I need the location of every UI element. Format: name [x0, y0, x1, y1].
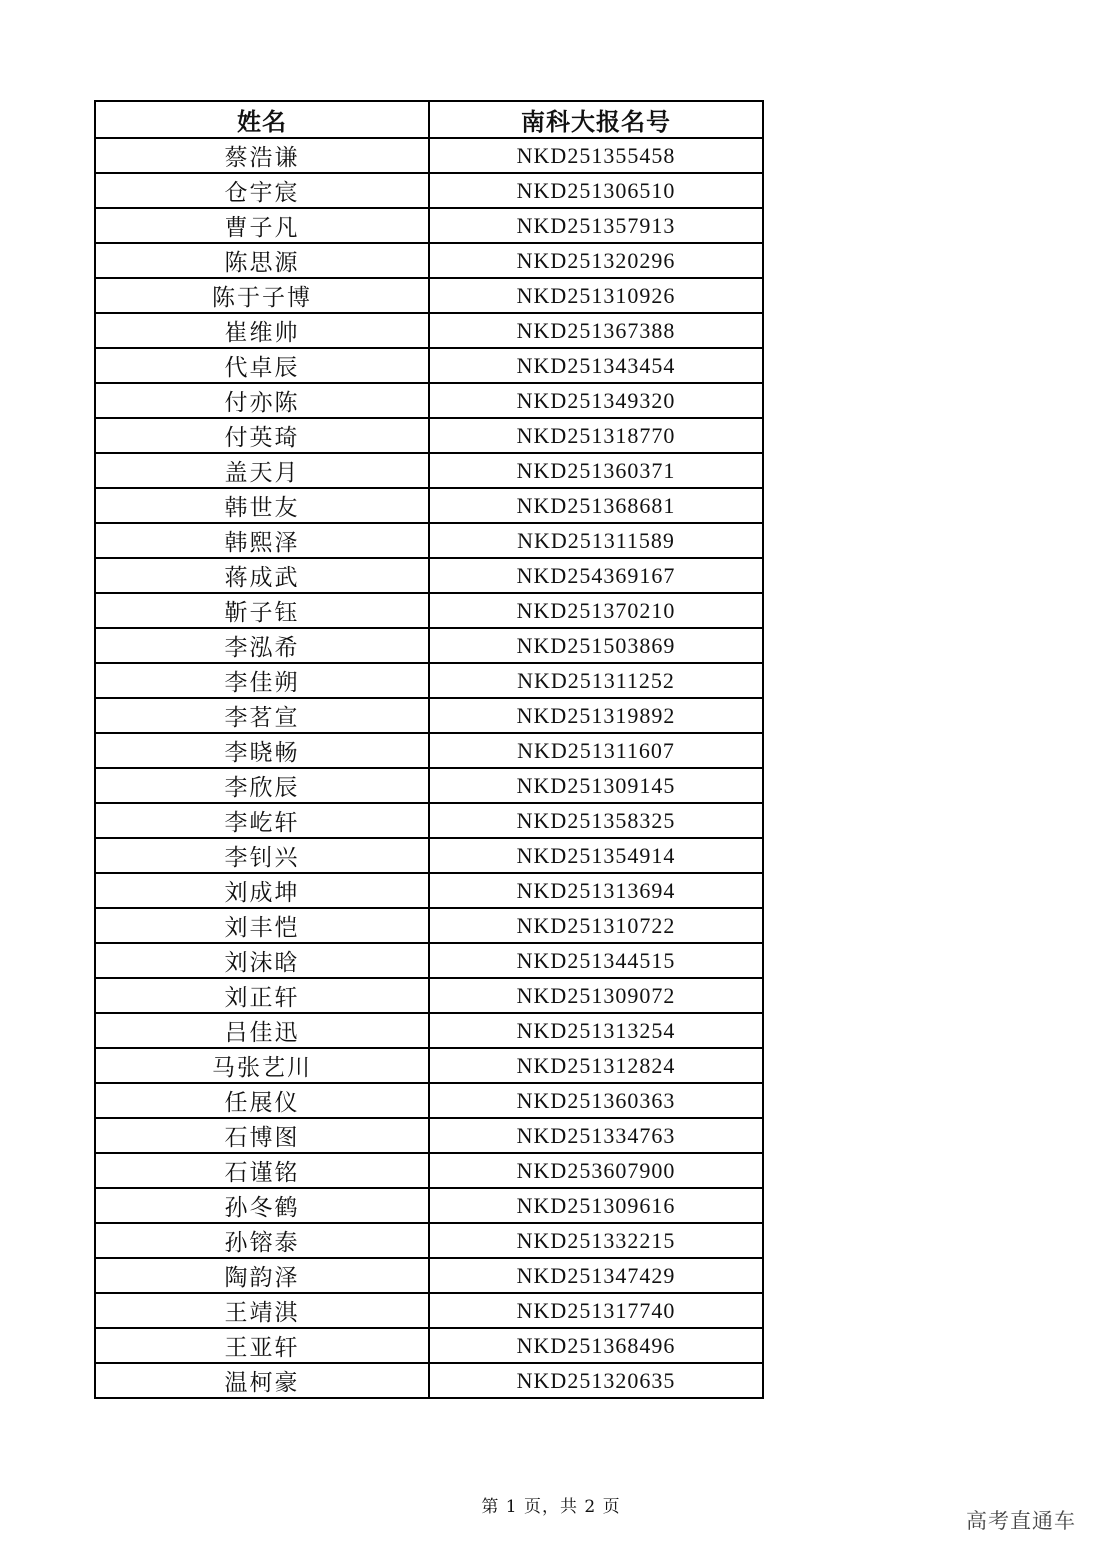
- registration-number-cell: NKD251344515: [429, 943, 763, 978]
- table-row: [95, 418, 763, 453]
- table-row: [95, 663, 763, 698]
- registration-number-cell: NKD251309616: [429, 1188, 763, 1223]
- table-row: [95, 243, 763, 278]
- registration-number-cell: NKD251355458: [429, 138, 763, 173]
- student-name-cell: 王亚轩: [95, 1328, 429, 1363]
- table-row: [95, 628, 763, 663]
- table-row: [95, 488, 763, 523]
- registration-number-cell: NKD251318770: [429, 418, 763, 453]
- registration-number-column-header: 南科大报名号: [429, 101, 763, 138]
- registration-number-cell: NKD251343454: [429, 348, 763, 383]
- student-name-cell: 刘丰恺: [95, 908, 429, 943]
- registration-number-cell: NKD251370210: [429, 593, 763, 628]
- table-row: [95, 278, 763, 313]
- registration-number-cell: NKD251368496: [429, 1328, 763, 1363]
- student-name-cell: 刘成坤: [95, 873, 429, 908]
- student-name-cell: 刘沫晗: [95, 943, 429, 978]
- registration-number-cell: NKD251317740: [429, 1293, 763, 1328]
- registration-number-cell: NKD251319892: [429, 698, 763, 733]
- student-name-cell: 石谨铭: [95, 1153, 429, 1188]
- registration-number-cell: NKD251347429: [429, 1258, 763, 1293]
- table-row: [95, 593, 763, 628]
- student-name-cell: 李泓希: [95, 628, 429, 663]
- registration-number-cell: NKD251334763: [429, 1118, 763, 1153]
- table-row: [95, 1188, 763, 1223]
- registration-number-cell: NKD254369167: [429, 558, 763, 593]
- student-name-cell: 付英琦: [95, 418, 429, 453]
- table-row: [95, 138, 763, 173]
- registration-number-cell: NKD251503869: [429, 628, 763, 663]
- roster-table: [94, 100, 764, 1399]
- name-column-header: 姓名: [95, 101, 429, 138]
- table-row: [95, 1048, 763, 1083]
- table-row: [95, 558, 763, 593]
- registration-number-cell: NKD251357913: [429, 208, 763, 243]
- student-name-cell: 李欣辰: [95, 768, 429, 803]
- registration-number-cell: NKD251306510: [429, 173, 763, 208]
- table-row: [95, 208, 763, 243]
- table-row: [95, 908, 763, 943]
- registration-number-cell: NKD251313694: [429, 873, 763, 908]
- table-row: [95, 1363, 763, 1398]
- table-row: [95, 733, 763, 768]
- registration-number-cell: NKD251313254: [429, 1013, 763, 1048]
- student-name-cell: 曹子凡: [95, 208, 429, 243]
- student-name-cell: 陈思源: [95, 243, 429, 278]
- student-name-cell: 李钊兴: [95, 838, 429, 873]
- table-row: [95, 838, 763, 873]
- table-row: [95, 873, 763, 908]
- table-row: [95, 1328, 763, 1363]
- registration-number-cell: NKD251310926: [429, 278, 763, 313]
- student-name-cell: 孙冬鹤: [95, 1188, 429, 1223]
- registration-number-cell: NKD251310722: [429, 908, 763, 943]
- table-row: [95, 1118, 763, 1153]
- student-name-cell: 仓宇宸: [95, 173, 429, 208]
- student-name-cell: 李佳朔: [95, 663, 429, 698]
- registration-number-cell: NKD251332215: [429, 1223, 763, 1258]
- student-name-cell: 王靖淇: [95, 1293, 429, 1328]
- student-name-cell: 盖天月: [95, 453, 429, 488]
- student-name-cell: 陶韵泽: [95, 1258, 429, 1293]
- table-row: [95, 1083, 763, 1118]
- student-name-cell: 孙镕泰: [95, 1223, 429, 1258]
- registration-number-cell: NKD251312824: [429, 1048, 763, 1083]
- registration-number-cell: NKD251367388: [429, 313, 763, 348]
- roster-table-body: [95, 138, 763, 1398]
- student-name-cell: 李屹轩: [95, 803, 429, 838]
- registration-number-cell: NKD251354914: [429, 838, 763, 873]
- table-row: [95, 383, 763, 418]
- student-name-cell: 陈于子博: [95, 278, 429, 313]
- table-row: [95, 1293, 763, 1328]
- registration-number-cell: NKD251368681: [429, 488, 763, 523]
- registration-number-cell: NKD251360363: [429, 1083, 763, 1118]
- table-row: [95, 1013, 763, 1048]
- student-name-cell: 刘正轩: [95, 978, 429, 1013]
- registration-number-cell: NKD251358325: [429, 803, 763, 838]
- student-name-cell: 石博图: [95, 1118, 429, 1153]
- student-name-cell: 李晓畅: [95, 733, 429, 768]
- table-row: [95, 1223, 763, 1258]
- table-row: [95, 453, 763, 488]
- table-row: [95, 313, 763, 348]
- table-row: [95, 978, 763, 1013]
- student-name-cell: 韩熙泽: [95, 523, 429, 558]
- registration-number-cell: NKD251349320: [429, 383, 763, 418]
- student-name-cell: 蔡浩谦: [95, 138, 429, 173]
- table-header-row: [95, 101, 763, 138]
- watermark-text: 高考直通车: [966, 1509, 1076, 1533]
- table-row: [95, 943, 763, 978]
- student-name-cell: 温柯豪: [95, 1363, 429, 1398]
- table-row: [95, 698, 763, 733]
- student-name-cell: 崔维帅: [95, 313, 429, 348]
- registration-number-cell: NKD253607900: [429, 1153, 763, 1188]
- page-number-indicator: 第 1 页，共 2 页: [481, 1497, 621, 1517]
- student-name-cell: 韩世友: [95, 488, 429, 523]
- registration-number-cell: NKD251320635: [429, 1363, 763, 1398]
- table-row: [95, 1258, 763, 1293]
- registration-number-cell: NKD251320296: [429, 243, 763, 278]
- table-row: [95, 1153, 763, 1188]
- registration-number-cell: NKD251309072: [429, 978, 763, 1013]
- table-row: [95, 523, 763, 558]
- student-name-cell: 吕佳迅: [95, 1013, 429, 1048]
- registration-number-cell: NKD251309145: [429, 768, 763, 803]
- student-name-cell: 靳子钰: [95, 593, 429, 628]
- table-row: [95, 768, 763, 803]
- registration-number-cell: NKD251360371: [429, 453, 763, 488]
- student-name-cell: 任展仪: [95, 1083, 429, 1118]
- student-name-cell: 付亦陈: [95, 383, 429, 418]
- student-name-cell: 李茗宣: [95, 698, 429, 733]
- student-name-cell: 马张艺川: [95, 1048, 429, 1083]
- student-name-cell: 代卓辰: [95, 348, 429, 383]
- registration-number-cell: NKD251311589: [429, 523, 763, 558]
- table-row: [95, 173, 763, 208]
- table-row: [95, 803, 763, 838]
- student-name-cell: 蒋成武: [95, 558, 429, 593]
- table-row: [95, 348, 763, 383]
- registration-number-cell: NKD251311607: [429, 733, 763, 768]
- registration-number-cell: NKD251311252: [429, 663, 763, 698]
